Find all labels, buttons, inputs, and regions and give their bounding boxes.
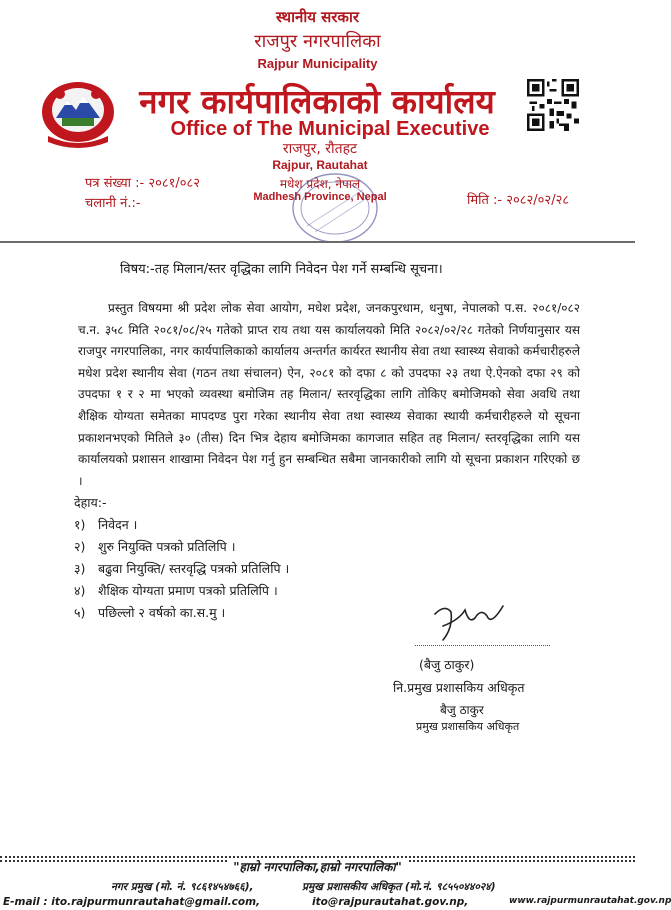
- enclosure-item: [74, 560, 289, 577]
- municipality-name-en: Rajpur Municipality: [257, 56, 378, 71]
- nepal-emblem-icon: [38, 78, 118, 148]
- footer-email-primary[interactable]: E-mail : ito.rajpurmunrautahat@gmail.com,: [3, 896, 261, 908]
- footer-email-secondary[interactable]: ito@rajpurautahat.gov.np,: [312, 896, 469, 908]
- enclosure-number: ५): [74, 605, 86, 620]
- address-np: राजपुर, रौतहट: [282, 141, 358, 157]
- reference-number: पत्र संख्या :- २०८१/०८२: [85, 176, 201, 191]
- office-name-en: Office of The Municipal Executive: [170, 118, 490, 140]
- province-en: Madhesh Province, Nepal: [253, 191, 387, 203]
- signatory-title: नि.प्रमुख प्रशासकिय अधिकृत: [393, 680, 525, 695]
- government-label: स्थानीय सरकार: [276, 8, 359, 26]
- enclosure-text: पछिल्लो २ वर्षको का.स.मु ।: [97, 605, 226, 620]
- typed-name: बैजु ठाकुर: [440, 703, 484, 717]
- enclosure-text: निवेदन ।: [97, 517, 138, 532]
- enclosure-item: [74, 516, 137, 533]
- footer-slogan: [0, 858, 635, 875]
- qr-code-icon: [527, 79, 579, 131]
- footer-mayor-contact: नगर प्रमुख (मो. नं. ९८६१४५४७६६),: [111, 881, 254, 893]
- enclosure-item: [74, 582, 278, 599]
- signature-icon: [425, 600, 515, 645]
- enclosures-title: देहाय:-: [74, 495, 107, 510]
- enclosure-text: बढुवा नियुक्ति/ स्तरवृद्धि पत्रको प्रतिलिपि ।: [97, 561, 290, 576]
- typed-title: प्रमुख प्रशासकिय अधिकृत: [416, 720, 520, 733]
- letter-body: प्रस्तुत विषयमा श्री प्रदेश लोक सेवा आयोग, मधेश प्रदेश, जनकपुरधाम, धनुषा, नेपालको प.स. २०८१/०८२ च.न. ३५८ मिति २०८१/०८/२५ गतेको प्राप्त राय तथा यस कार्यालयको मिति २०८२/०२/२८ गतेको निर्णयानुसार यस राजपुर नगरपालिका, नगर कार्यपालिकाको कार्यालय अन्तर्गत कार्यरत स्थानीय सेवा तथा स्वास्थ्य सेवाको कर्मचारीहरुले मधेश प्रदेश स्थानीय सेवा (गठन तथा संचालन) ऐन, २०८१ को दफा ८ को उपदफा २३ तथा ऐ.ऐनको दफा २९ को उपदफा १ र २ मा भएको व्यवस्था बमोजिम तह मिलान/ स्तरवृद्धिका लागि तोकिए बमोजिमको सेवा अवधि तथा शैक्षिक योग्यता समेतका मापदण्ड पुरा गरेका स्थानीय सेवा तथा स्वास्थ्य सेवाका स्थायी कर्मचारीहरुले यो सूचना प्रकाशनभएको मितिले ३० (तीस) दिन भित्र देहाय बमोजिमका कागजात सहित तह मिलान/ स्तरवृद्धिका लागि यस कार्यालयको प्रशासन शाखामा निवेदन पेश गर्नु हुन सम्बन्धित सबैमा जानकारीको लागि यो सूचना प्रकाशन गरिएको छ ।: [78, 301, 580, 488]
- enclosure-item: [74, 538, 235, 555]
- enclosure-item: [74, 604, 225, 621]
- province-np: मधेश प्रदेश, नेपाल: [279, 177, 361, 191]
- signature-line: [415, 645, 550, 646]
- address-en: Rajpur, Rautahat: [272, 158, 368, 172]
- letter-date: मिति :- २०८२/०२/२८: [467, 193, 570, 208]
- dispatch-number: चलानी नं.:-: [85, 196, 141, 211]
- enclosure-number: १): [74, 517, 86, 532]
- enclosure-number: ४): [74, 583, 86, 598]
- letter-subject: विषय:-तह मिलान/स्तर वृद्धिका लागि निवेदन पेश गर्ने सम्बन्धि सूचना।: [120, 262, 443, 277]
- office-name-np: नगर कार्यपालिकाको कार्यालय: [139, 82, 495, 121]
- signatory-name: (बैजु ठाकुर): [419, 657, 475, 672]
- enclosure-text: शैक्षिक योग्यता प्रमाण पत्रको प्रतिलिपि ।: [97, 583, 278, 598]
- footer-website-link[interactable]: www.rajpurmunrautahat.gov.np: [509, 896, 671, 906]
- footer-cao-contact: प्रमुख प्रशासकीय अधिकृत (मो.नं. ९८५५०४४०२४): [302, 881, 496, 893]
- enclosure-number: २): [74, 539, 86, 554]
- office-stamp-icon: [285, 168, 385, 248]
- header-divider: [0, 241, 635, 243]
- footer-slogan-text: "हाम्रो नगरपालिका,हाम्रो नगरपालिका": [227, 860, 408, 874]
- municipality-name-np: राजपुर नगरपालिका: [254, 31, 381, 52]
- enclosure-text: शुरु नियुक्ति पत्रको प्रतिलिपि ।: [97, 539, 236, 554]
- enclosure-number: ३): [74, 561, 86, 576]
